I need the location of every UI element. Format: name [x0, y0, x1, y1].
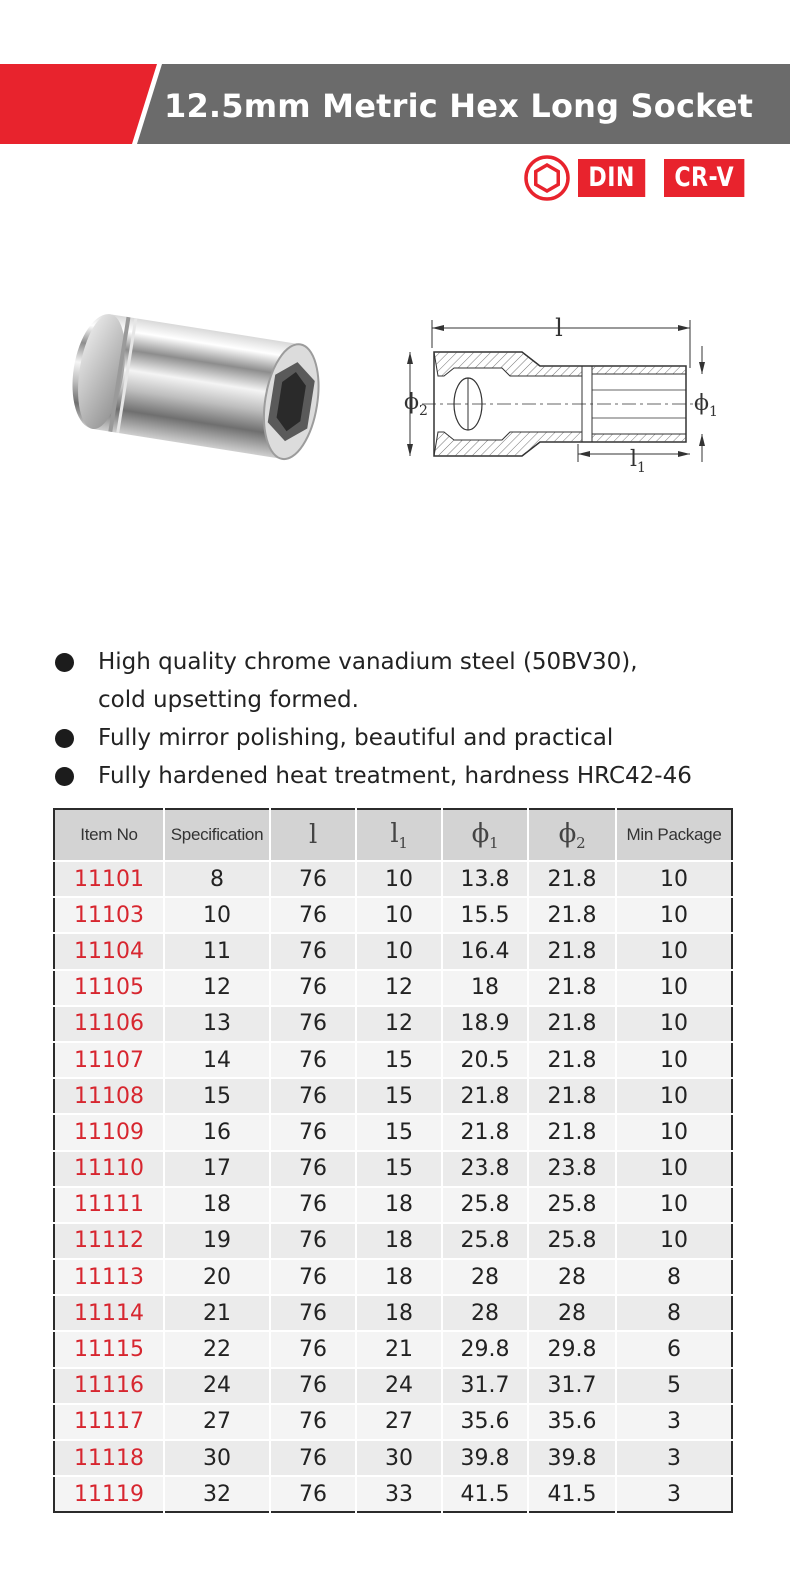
l1-cell: 30 — [356, 1440, 442, 1476]
phi2-label: $\phi_2$ — [404, 390, 428, 419]
l1-cell: 15 — [356, 1151, 442, 1187]
phi1-cell: 28 — [442, 1295, 528, 1331]
specification-cell: 18 — [164, 1187, 270, 1223]
specification-cell: 27 — [164, 1404, 270, 1440]
specification-cell: 17 — [164, 1151, 270, 1187]
phi1-cell: 23.8 — [442, 1151, 528, 1187]
specification-cell: 19 — [164, 1223, 270, 1259]
table-row — [54, 1404, 732, 1440]
phi2-cell: 29.8 — [528, 1331, 616, 1367]
table-row — [54, 933, 732, 969]
phi2-cell: 21.8 — [528, 1078, 616, 1114]
item-no-cell: 11105 — [54, 970, 164, 1006]
specification-cell: 13 — [164, 1006, 270, 1042]
specification-cell: 11 — [164, 933, 270, 969]
min-package-cell: 10 — [616, 1078, 732, 1114]
table-header-row — [54, 809, 732, 861]
table-row — [54, 1042, 732, 1078]
item-no-cell: 11106 — [54, 1006, 164, 1042]
phi1-cell: 25.8 — [442, 1223, 528, 1259]
din-badge: DIN — [578, 159, 645, 197]
l1-cell: 15 — [356, 1042, 442, 1078]
l-cell: 76 — [270, 1295, 356, 1331]
specification-cell: 24 — [164, 1368, 270, 1404]
min-package-cell: 3 — [616, 1440, 732, 1476]
l-cell: 76 — [270, 1440, 356, 1476]
item-no-cell: 11115 — [54, 1331, 164, 1367]
min-package-cell: 10 — [616, 897, 732, 933]
col-specification: Specification — [164, 809, 270, 861]
table-row — [54, 897, 732, 933]
l-cell: 76 — [270, 1114, 356, 1150]
l-cell: 76 — [270, 970, 356, 1006]
phi1-cell: 13.8 — [442, 861, 528, 897]
phi1-cell: 39.8 — [442, 1440, 528, 1476]
feature-text: Fully hardened heat treatment, hardness HRC42-46 — [98, 763, 692, 789]
l-cell: 76 — [270, 1078, 356, 1114]
l-cell: 76 — [270, 1223, 356, 1259]
min-package-cell: 3 — [616, 1476, 732, 1512]
min-package-cell: 10 — [616, 1223, 732, 1259]
phi1-cell: 16.4 — [442, 933, 528, 969]
table-row — [54, 970, 732, 1006]
min-package-cell: 6 — [616, 1331, 732, 1367]
item-no-cell: 11118 — [54, 1440, 164, 1476]
l-cell: 76 — [270, 897, 356, 933]
phi1-cell: 21.8 — [442, 1078, 528, 1114]
min-package-cell: 8 — [616, 1259, 732, 1295]
feature-text: High quality chrome vanadium steel (50BV30), — [98, 649, 638, 675]
phi1-cell: 15.5 — [442, 897, 528, 933]
l1-cell: 12 — [356, 970, 442, 1006]
phi1-cell: 41.5 — [442, 1476, 528, 1512]
length-label: l — [555, 314, 563, 342]
feature-item — [52, 719, 752, 757]
phi2-cell: 28 — [528, 1295, 616, 1331]
col-phi1: $\phi_1$ — [442, 809, 528, 861]
min-package-cell: 10 — [616, 933, 732, 969]
item-no-cell: 11107 — [54, 1042, 164, 1078]
phi2-cell: 25.8 — [528, 1223, 616, 1259]
item-no-cell: 11109 — [54, 1114, 164, 1150]
specification-cell: 22 — [164, 1331, 270, 1367]
phi2-cell: 31.7 — [528, 1368, 616, 1404]
phi1-cell: 29.8 — [442, 1331, 528, 1367]
hexagon-icon — [524, 155, 570, 201]
l1-cell: 10 — [356, 861, 442, 897]
item-no-cell: 11117 — [54, 1404, 164, 1440]
min-package-cell: 3 — [616, 1404, 732, 1440]
l-cell: 76 — [270, 1187, 356, 1223]
phi1-cell: 25.8 — [442, 1187, 528, 1223]
phi1-cell: 31.7 — [442, 1368, 528, 1404]
feature-text-continued: cold upsetting formed. — [98, 687, 359, 713]
table-row — [54, 1151, 732, 1187]
item-no-cell: 11110 — [54, 1151, 164, 1187]
phi1-cell: 18.9 — [442, 1006, 528, 1042]
l1-cell: 24 — [356, 1368, 442, 1404]
feature-item — [52, 643, 752, 719]
table-row — [54, 1223, 732, 1259]
specification-cell: 14 — [164, 1042, 270, 1078]
table-row — [54, 1368, 732, 1404]
col-l: l — [270, 809, 356, 861]
l1-cell: 18 — [356, 1295, 442, 1331]
min-package-cell: 8 — [616, 1295, 732, 1331]
l1-cell: 10 — [356, 933, 442, 969]
phi1-cell: 28 — [442, 1259, 528, 1295]
l-cell: 76 — [270, 861, 356, 897]
specification-cell: 20 — [164, 1259, 270, 1295]
header-banner — [0, 64, 790, 144]
l1-cell: 15 — [356, 1078, 442, 1114]
phi2-cell: 21.8 — [528, 1114, 616, 1150]
l1-label: $l_1$ — [630, 447, 646, 476]
feature-text: Fully mirror polishing, beautiful and practical — [98, 725, 614, 751]
l1-cell: 18 — [356, 1187, 442, 1223]
feature-list — [52, 643, 752, 795]
min-package-cell: 10 — [616, 1151, 732, 1187]
item-no-cell: 11111 — [54, 1187, 164, 1223]
feature-item — [52, 757, 752, 795]
table-row — [54, 1078, 732, 1114]
specification-cell: 16 — [164, 1114, 270, 1150]
table-row — [54, 1476, 732, 1512]
phi2-cell: 21.8 — [528, 1006, 616, 1042]
l-cell: 76 — [270, 1368, 356, 1404]
min-package-cell: 5 — [616, 1368, 732, 1404]
phi2-cell: 28 — [528, 1259, 616, 1295]
specification-cell: 8 — [164, 861, 270, 897]
min-package-cell: 10 — [616, 861, 732, 897]
item-no-cell: 11108 — [54, 1078, 164, 1114]
table-body — [54, 861, 732, 1512]
page-title: 12.5mm Metric Hex Long Socket — [164, 87, 754, 125]
l-cell: 76 — [270, 1006, 356, 1042]
specification-cell: 15 — [164, 1078, 270, 1114]
phi2-cell: 21.8 — [528, 1042, 616, 1078]
table-row — [54, 1187, 732, 1223]
l-cell: 76 — [270, 1259, 356, 1295]
phi2-cell: 25.8 — [528, 1187, 616, 1223]
bullet-icon — [55, 729, 74, 748]
item-no-cell: 11112 — [54, 1223, 164, 1259]
item-no-cell: 11103 — [54, 897, 164, 933]
col-l1: $l_1$ — [356, 809, 442, 861]
phi2-cell: 21.8 — [528, 897, 616, 933]
table-row — [54, 1440, 732, 1476]
item-no-cell: 11119 — [54, 1476, 164, 1512]
l1-cell: 33 — [356, 1476, 442, 1512]
item-no-cell: 11101 — [54, 861, 164, 897]
min-package-cell: 10 — [616, 1114, 732, 1150]
l1-cell: 18 — [356, 1259, 442, 1295]
spec-table — [53, 808, 733, 1513]
phi2-cell: 39.8 — [528, 1440, 616, 1476]
item-no-cell: 11114 — [54, 1295, 164, 1331]
table-row — [54, 1295, 732, 1331]
min-package-cell: 10 — [616, 1042, 732, 1078]
min-package-cell: 10 — [616, 970, 732, 1006]
socket-photo — [70, 300, 340, 480]
l-cell: 76 — [270, 1476, 356, 1512]
phi2-cell: 21.8 — [528, 933, 616, 969]
standard-badges — [524, 157, 762, 199]
crv-badge: CR-V — [664, 159, 744, 197]
table-row — [54, 1331, 732, 1367]
phi1-label: $\phi_1$ — [694, 391, 718, 420]
table-row — [54, 1259, 732, 1295]
l1-cell: 18 — [356, 1223, 442, 1259]
phi1-cell: 20.5 — [442, 1042, 528, 1078]
phi2-cell: 23.8 — [528, 1151, 616, 1187]
table-row — [54, 861, 732, 897]
l1-cell: 15 — [356, 1114, 442, 1150]
specification-cell: 21 — [164, 1295, 270, 1331]
phi1-cell: 18 — [442, 970, 528, 1006]
l1-cell: 12 — [356, 1006, 442, 1042]
phi2-cell: 21.8 — [528, 970, 616, 1006]
item-no-cell: 11116 — [54, 1368, 164, 1404]
col-item-no: Item No — [54, 809, 164, 861]
table-row — [54, 1006, 732, 1042]
l-cell: 76 — [270, 1151, 356, 1187]
specification-cell: 30 — [164, 1440, 270, 1476]
col-min-package: Min Package — [616, 809, 732, 861]
phi2-cell: 21.8 — [528, 861, 616, 897]
phi2-cell: 41.5 — [528, 1476, 616, 1512]
technical-drawing — [382, 308, 722, 478]
col-phi2: $\phi_2$ — [528, 809, 616, 861]
specification-cell: 10 — [164, 897, 270, 933]
specification-cell: 32 — [164, 1476, 270, 1512]
bullet-icon — [55, 653, 74, 672]
l1-cell: 27 — [356, 1404, 442, 1440]
l-cell: 76 — [270, 933, 356, 969]
phi1-cell: 21.8 — [442, 1114, 528, 1150]
l-cell: 76 — [270, 1042, 356, 1078]
min-package-cell: 10 — [616, 1006, 732, 1042]
l1-cell: 10 — [356, 897, 442, 933]
min-package-cell: 10 — [616, 1187, 732, 1223]
item-no-cell: 11104 — [54, 933, 164, 969]
table-row — [54, 1114, 732, 1150]
bullet-icon — [55, 767, 74, 786]
phi1-cell: 35.6 — [442, 1404, 528, 1440]
phi2-cell: 35.6 — [528, 1404, 616, 1440]
l-cell: 76 — [270, 1404, 356, 1440]
l1-cell: 21 — [356, 1331, 442, 1367]
l-cell: 76 — [270, 1331, 356, 1367]
item-no-cell: 11113 — [54, 1259, 164, 1295]
specification-cell: 12 — [164, 970, 270, 1006]
